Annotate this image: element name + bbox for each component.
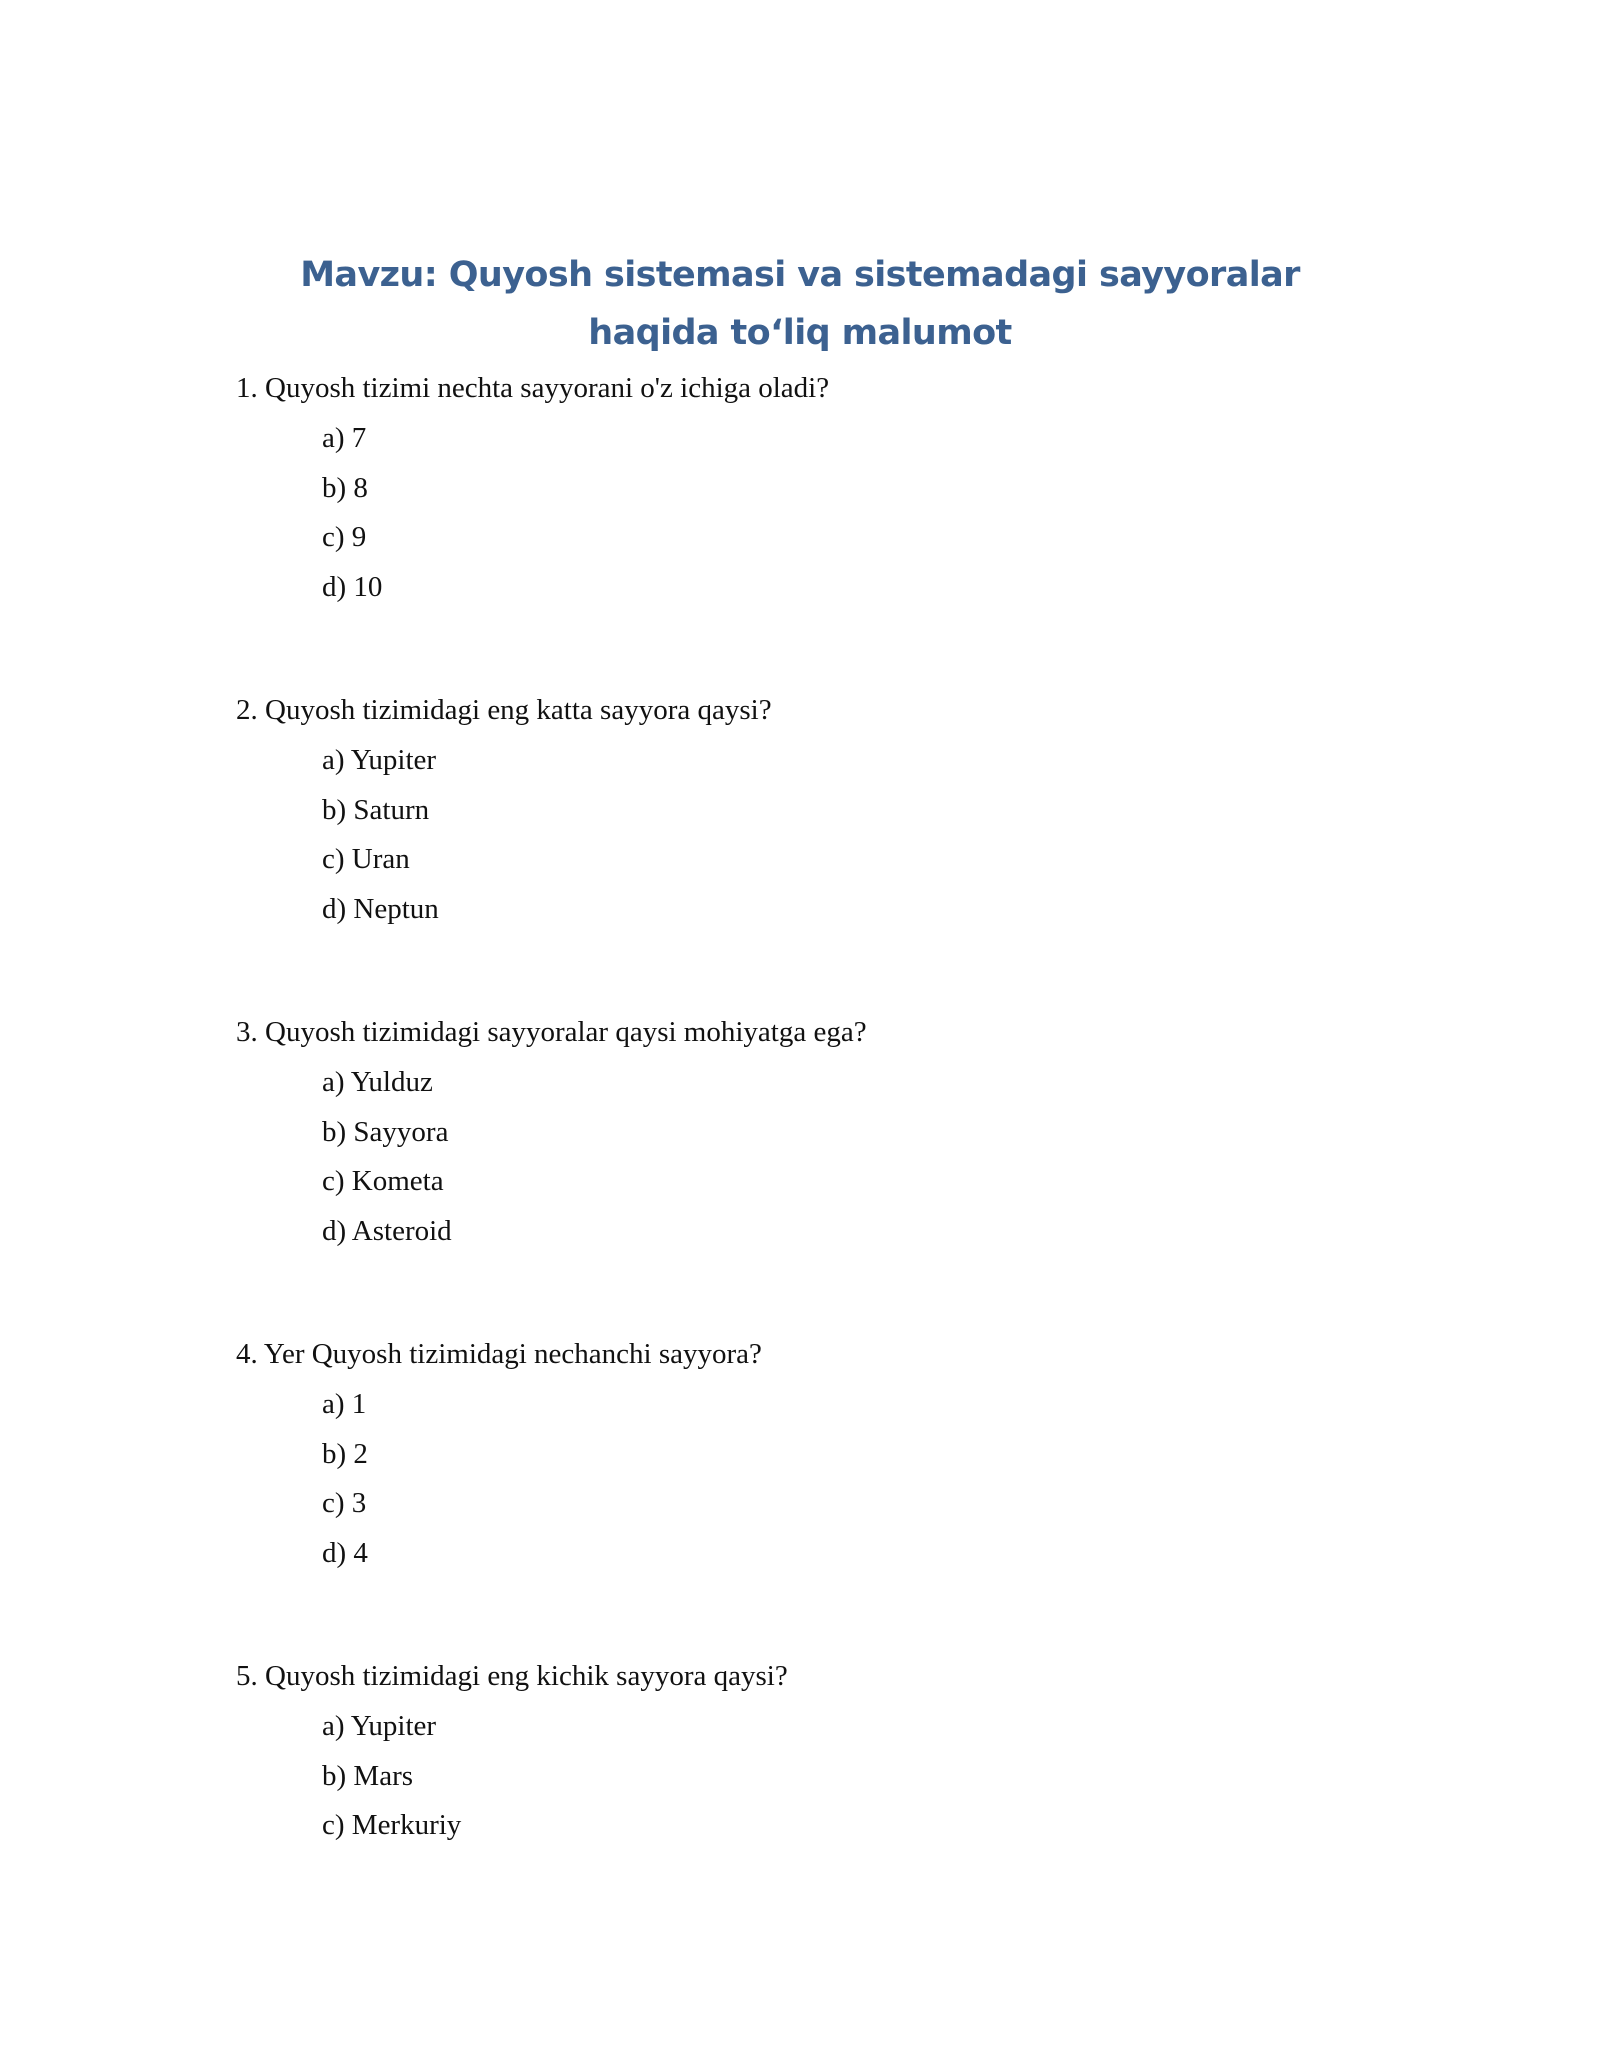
answer-option-b: b) Sayyora <box>322 1115 449 1148</box>
question-text: 5. Quyosh tizimidagi eng kichik sayyora qaysi? <box>236 1660 788 1692</box>
answer-option-b: b) 2 <box>322 1437 368 1470</box>
answer-option-d: d) Neptun <box>322 892 439 925</box>
document-title: Mavzu: Quyosh sistemasi va sistemadagi sayyoralar haqida to‘liq malumot <box>300 255 1300 353</box>
answer-options <box>236 1064 1386 1262</box>
answer-option-c: c) 3 <box>322 1487 367 1519</box>
answer-option-a: a) Yupiter <box>322 1710 437 1742</box>
answer-options <box>236 420 1386 618</box>
answer-options <box>236 1708 1386 1857</box>
answer-option-b: b) Mars <box>322 1759 414 1792</box>
answer-option-a: a) Yupiter <box>322 744 437 776</box>
answer-option-a: a) Yulduz <box>322 1066 433 1098</box>
answer-option-a: a) 7 <box>322 422 367 454</box>
question-text: 4. Yer Quyosh tizimidagi nechanchi sayyora? <box>236 1338 762 1370</box>
question-1 <box>236 370 1386 618</box>
question-text: 2. Quyosh tizimidagi eng katta sayyora qaysi? <box>236 694 772 726</box>
answer-option-b: b) 8 <box>322 471 368 504</box>
answer-option-b: b) Saturn <box>322 793 430 826</box>
question-text: 3. Quyosh tizimidagi sayyoralar qaysi mohiyatga ega? <box>236 1016 867 1048</box>
answer-options <box>236 1386 1386 1584</box>
question-text: 1. Quyosh tizimi nechta sayyorani o'z ichiga oladi? <box>236 372 830 404</box>
answer-option-c: c) Uran <box>322 843 410 875</box>
answer-option-d: d) 10 <box>322 570 383 603</box>
answer-option-c: c) Merkuriy <box>322 1809 462 1841</box>
answer-option-c: c) 9 <box>322 521 367 553</box>
question-2 <box>236 692 1386 940</box>
answer-options <box>236 742 1386 940</box>
question-4 <box>236 1336 1386 1584</box>
answer-option-d: d) Asteroid <box>322 1214 452 1247</box>
answer-option-d: d) 4 <box>322 1536 368 1569</box>
question-5 <box>236 1658 1386 1857</box>
answer-option-a: a) 1 <box>322 1388 367 1420</box>
answer-option-c: c) Kometa <box>322 1165 444 1197</box>
question-3 <box>236 1014 1386 1262</box>
